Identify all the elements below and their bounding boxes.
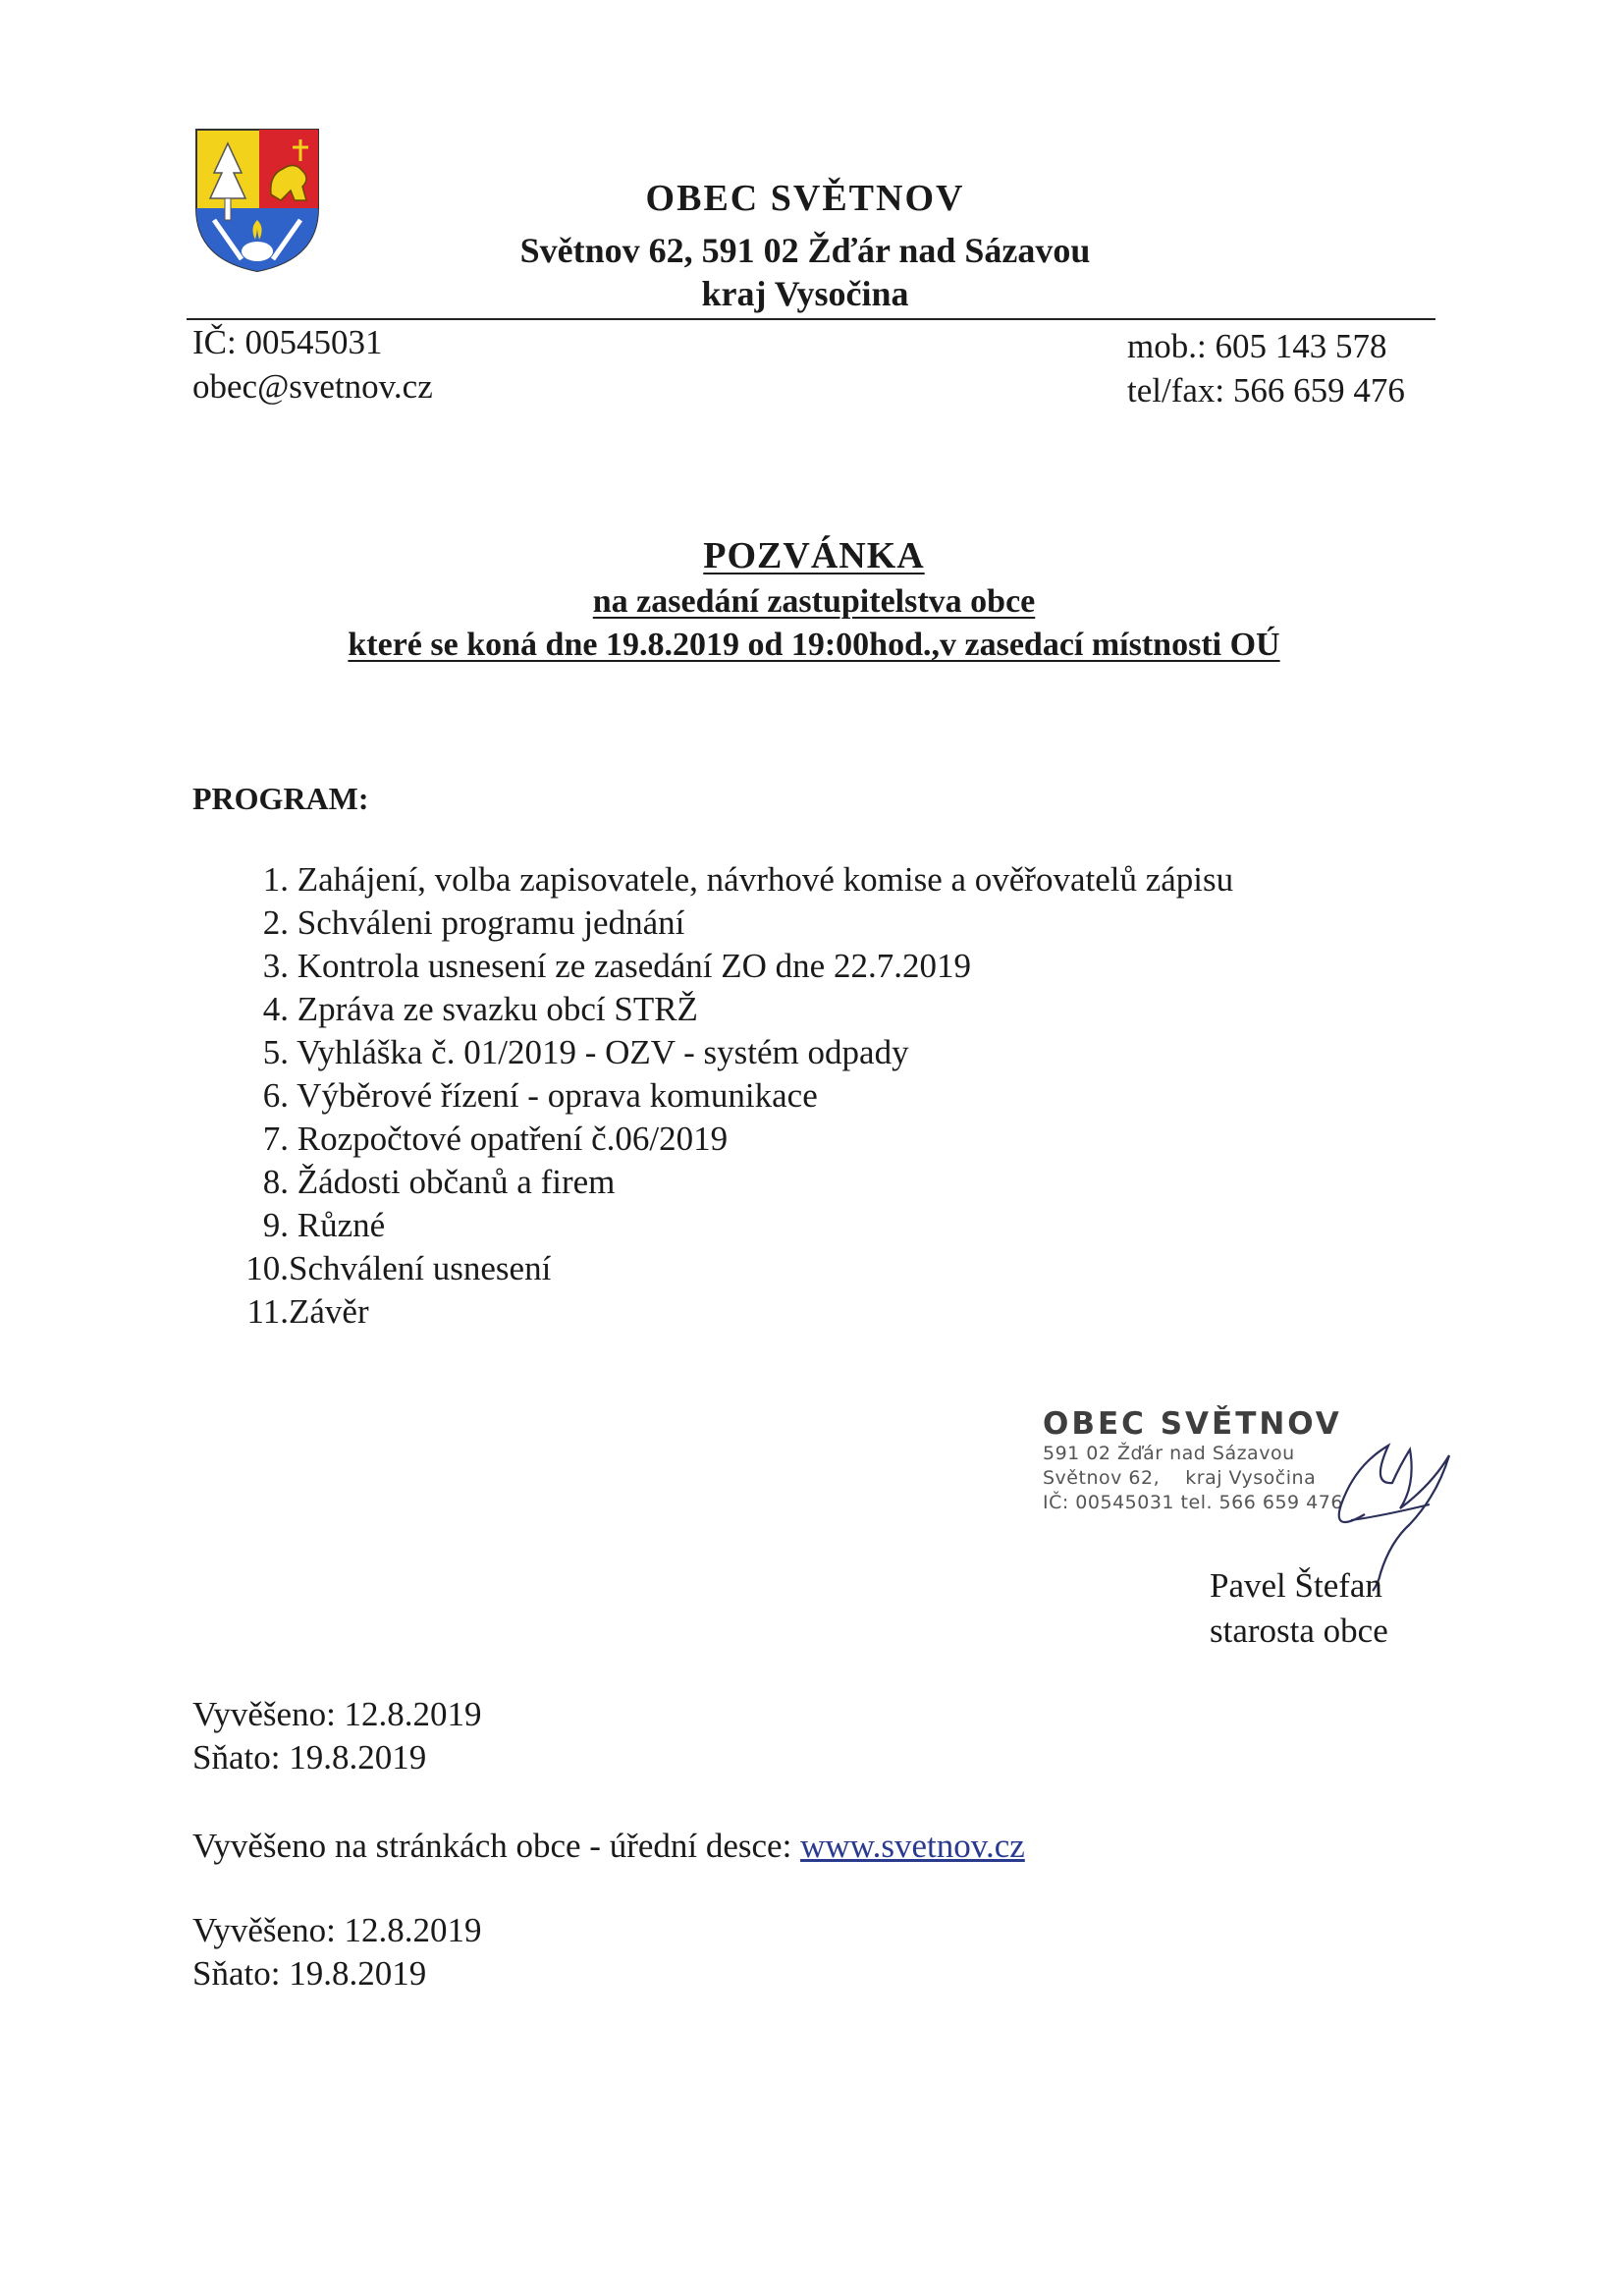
agenda-item [236, 902, 1233, 945]
agenda-item-text: Schválení usnesení [289, 1249, 552, 1287]
mobile-number: mob.: 605 143 578 [1127, 327, 1387, 365]
contact-left [192, 320, 433, 409]
agenda-item-text: Různé [297, 1206, 386, 1244]
agenda-item-text: Schváleni programu jednání [297, 903, 685, 942]
agenda-item-number: 4. [262, 990, 289, 1028]
agenda-item-number: 3. [262, 947, 289, 985]
agenda-item-text: Výběrové řízení - oprava komunikace [297, 1076, 818, 1115]
removed-date: Sňato: 19.8.2019 [192, 1738, 427, 1777]
org-region: kraj Vysočina [701, 274, 909, 313]
agenda-item [236, 1247, 1233, 1290]
signer-role: starosta obce [1210, 1612, 1388, 1650]
removed-date: Sňato: 19.8.2019 [192, 1954, 427, 1993]
agenda-item-number: 10. [245, 1249, 289, 1287]
agenda-item-number: 2. [262, 903, 289, 942]
ico-number: IČ: 00545031 [192, 323, 383, 361]
stamp-line: Světnov 62, kraj Vysočina [1043, 1467, 1317, 1489]
posted-date: Vyvěšeno: 12.8.2019 [192, 1911, 482, 1949]
agenda-item-number: 7. [262, 1120, 289, 1158]
agenda-item-text: Rozpočtové opatření č.06/2019 [297, 1120, 729, 1158]
document-title: POZVÁNKA [703, 535, 925, 576]
agenda-item-text: Vyhláška č. 01/2019 - OZV - systém odpady [297, 1033, 909, 1071]
official-stamp [1043, 1406, 1343, 1515]
telfax-number: tel/fax: 566 659 476 [1127, 371, 1405, 410]
agenda-item [236, 1290, 1233, 1334]
posting-dates [192, 1693, 482, 1779]
agenda-item [236, 1161, 1233, 1204]
posting-dates [192, 1909, 482, 1995]
agenda-item-number: 5. [262, 1033, 289, 1071]
agenda-item-number: 1. [262, 860, 289, 899]
agenda-item-number: 6. [262, 1076, 289, 1115]
web-notice-text: Vyvěšeno na stránkách obce - úřední desce: [192, 1827, 801, 1865]
stamp-line: IČ: 00545031 tel. 566 659 476 [1043, 1492, 1343, 1513]
stamp-line: 591 02 Žďár nad Sázavou [1043, 1443, 1295, 1464]
agenda-item [236, 1204, 1233, 1247]
website-link[interactable]: www.svetnov.cz [800, 1827, 1025, 1865]
agenda-item [236, 1031, 1233, 1074]
agenda-item-text: Zpráva ze svazku obcí STRŽ [297, 990, 698, 1028]
agenda-item [236, 945, 1233, 988]
meeting-date-place: které se koná dne 19.8.2019 od 19:00hod.,v zasedací místnosti OÚ [348, 627, 1280, 663]
agenda-item [236, 988, 1233, 1031]
web-notice [192, 1825, 1025, 1868]
signer-name: Pavel Štefan [1210, 1566, 1382, 1605]
agenda-list [236, 858, 1233, 1334]
program-heading: PROGRAM: [192, 781, 369, 816]
agenda-item [236, 858, 1233, 902]
agenda-item-text: Kontrola usnesení ze zasedání ZO dne 22.7.2019 [297, 947, 971, 985]
signer-block [1210, 1563, 1388, 1654]
posted-date: Vyvěšeno: 12.8.2019 [192, 1695, 482, 1733]
agenda-item-text: Žádosti občanů a firem [297, 1163, 616, 1201]
agenda-item-number: 8. [262, 1163, 289, 1201]
agenda-item-number: 9. [262, 1206, 289, 1244]
coat-of-arms-icon [192, 126, 322, 273]
org-address: Světnov 62, 591 02 Žďár nad Sázavou [519, 231, 1091, 270]
agenda-item-text: Závěr [289, 1292, 369, 1331]
contact-right [1127, 324, 1405, 412]
agenda-item [236, 1074, 1233, 1118]
agenda-item [236, 1118, 1233, 1161]
org-name: OBEC SVĚTNOV [645, 178, 965, 219]
agenda-item-number: 11. [246, 1292, 289, 1331]
agenda-item-text: Zahájení, volba zapisovatele, návrhové komise a ověřovatelů zápisu [297, 860, 1234, 899]
document-subtitle: na zasedání zastupitelstva obce [592, 583, 1036, 620]
stamp-org-name: OBEC SVĚTNOV [1043, 1406, 1342, 1442]
email-address: obec@svetnov.cz [192, 367, 433, 406]
